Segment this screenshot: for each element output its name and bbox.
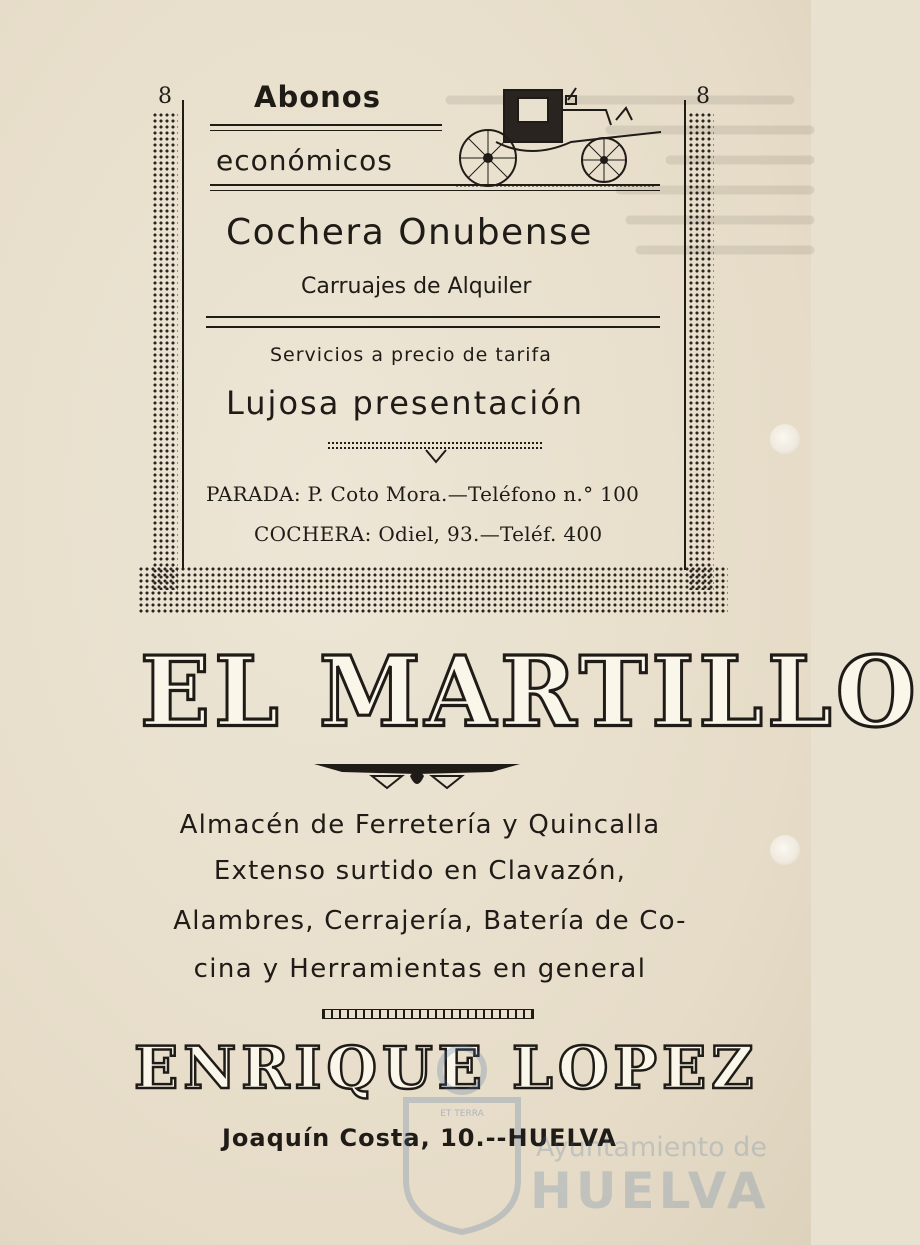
frame-left-border [152, 112, 178, 590]
punch-hole-top [770, 424, 800, 454]
heading-rule-top [210, 124, 442, 126]
ad2-address: Joaquín Costa, 10.--HUELVA [222, 1124, 617, 1152]
frame-inner-right-line [684, 100, 686, 570]
ad1-business-name: Cochera Onubense [226, 212, 593, 253]
subtitle-rule-1 [206, 316, 660, 318]
ad1-cochera: COCHERA: Odiel, 93.—Teléf. 400 [254, 522, 603, 546]
shield-icon [396, 1040, 528, 1236]
ad1-parada: PARADA: P. Coto Mora.—Teléfono n.° 100 [206, 482, 640, 506]
chain-divider [322, 1009, 534, 1019]
ad2-line3: Alambres, Cerrajería, Batería de Co- [173, 906, 687, 936]
shield-text: ET TERRA [440, 1109, 484, 1119]
ornament-icon [312, 760, 522, 794]
watermark-line2: HUELVA [530, 1162, 770, 1220]
ad1-tagline: Lujosa presentación [226, 384, 585, 422]
ad1-heading-line1: Abonos [254, 80, 381, 114]
ad1-heading-line2: económicos [216, 144, 393, 177]
ad2-owner: ENRIQUE LOPEZ [134, 1034, 759, 1102]
ad2-line1: Almacén de Ferretería y Quincalla [179, 810, 661, 840]
frame-right-border [688, 112, 714, 590]
ad2-line2: Extenso surtido en Clavazón, [213, 856, 627, 886]
ad2-title: EL MARTILLO [140, 635, 920, 749]
ad1-services: Servicios a precio de tarifa [270, 344, 552, 366]
punch-hole-bottom [770, 835, 800, 865]
ad2-line4: cina y Herramientas en general [193, 954, 647, 984]
subtitle-rule-2 [206, 326, 660, 328]
ad1-subtitle: Carruajes de Alquiler [301, 274, 532, 299]
frame-bottom-border [138, 566, 728, 614]
heading-rule-top2 [210, 130, 442, 131]
frame-top-ornament-left: 8 [158, 84, 172, 109]
ornament-divider [326, 434, 546, 466]
frame-top-ornament-right: 8 [696, 84, 710, 109]
frame-inner-left-line [182, 100, 184, 570]
carriage-icon [456, 80, 666, 190]
heading-rule-bottom2 [210, 190, 660, 191]
watermark-line1: Ayuntamiento de [536, 1132, 767, 1163]
